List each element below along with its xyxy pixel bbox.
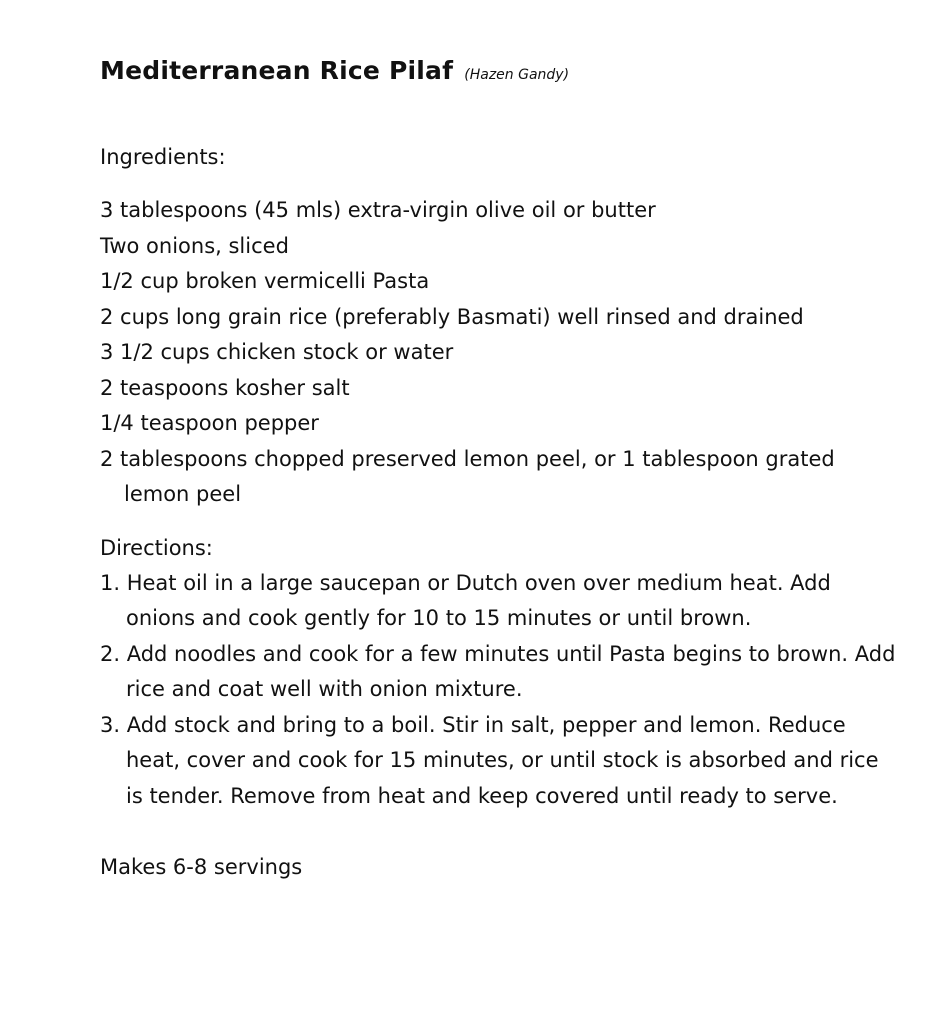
direction-step: 3. Add stock and bring to a boil. Stir in salt, pepper and lemon. Reduce heat, cover and cook for 15 minutes, or until stock is absorbed and rice is tender. Remove from heat and keep covered until ready to serve. [100,712,879,808]
ingredient-item: 1/2 cup broken vermicelli Pasta [100,269,430,293]
ingredient-item: 2 teaspoons kosher salt [100,375,350,400]
ingredients-list [100,193,900,513]
ingredient-item: 1/4 teaspoon pepper [100,411,319,435]
ingredient-item: 3 tablespoons (45 mls) extra-virgin olive oil or butter [100,198,656,222]
direction-step: 1. Heat oil in a large saucepan or Dutch oven over medium heat. Add onions and cook gently for 10 to 15 minutes or until brown. [100,570,831,630]
ingredient-item: 2 tablespoons chopped preserved lemon peel, or 1 tablespoon grated lemon peel [100,446,835,506]
ingredient-item: Two onions, sliced [100,233,289,258]
recipe-author: (Hazen Gandy) [464,67,570,83]
ingredient-item: 3 1/2 cups chicken stock or water [100,340,454,364]
ingredients-heading: Ingredients: [100,145,226,169]
servings-note: Makes 6-8 servings [100,855,303,879]
directions-list [100,566,900,815]
recipe-document [100,56,900,906]
recipe-title: Mediterranean Rice Pilaf [100,56,454,85]
directions-heading: Directions: [100,535,213,560]
direction-step: 2. Add noodles and cook for a few minutes until Pasta begins to brown. Add rice and coat well with onion mixture. [100,641,896,701]
title-row [100,56,900,102]
ingredient-item: 2 cups long grain rice (preferably Basmati) well rinsed and drained [100,304,804,329]
